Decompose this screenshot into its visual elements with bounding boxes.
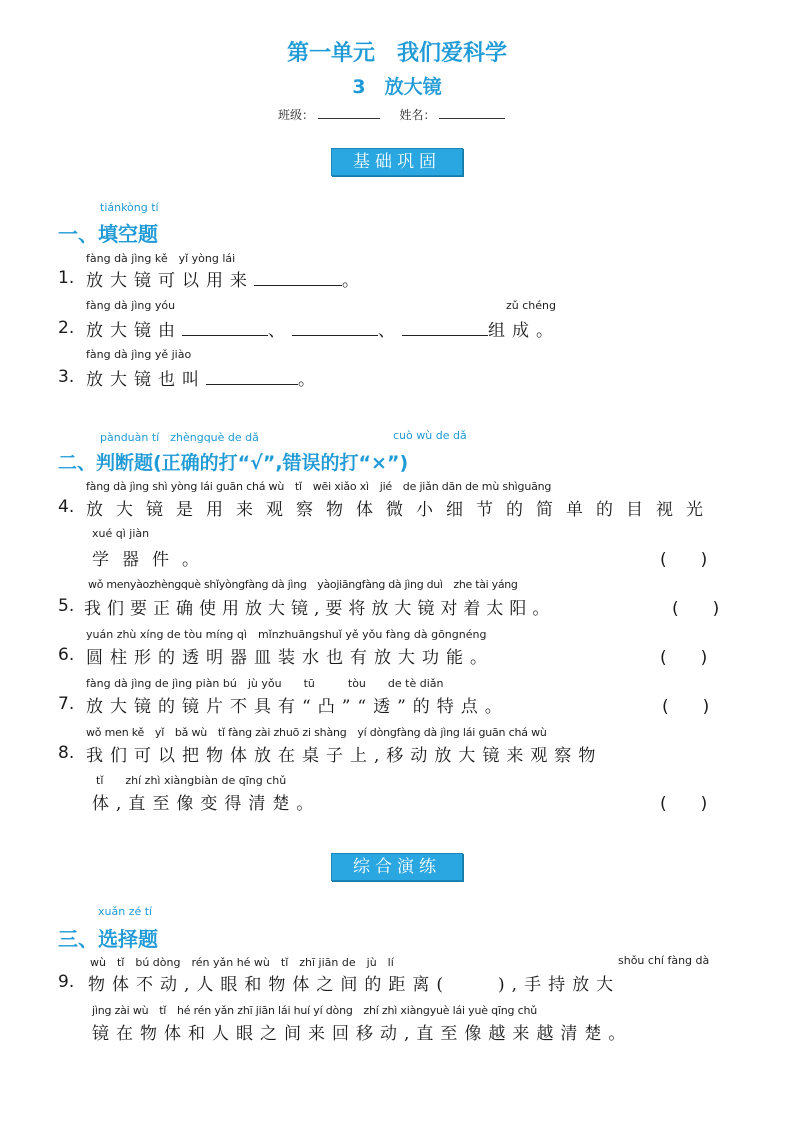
q7-text: 放大镜的镜片不具有“凸”“透”的特点。 (86, 697, 509, 717)
q1-number: 1. (58, 268, 75, 288)
q1-stem: 放大镜可以用来 (86, 271, 254, 291)
q6-number: 6. (58, 645, 75, 665)
q7-pinyin: fàng dà jìng de jìng piàn bú jù yǒu tū tòu de tè diǎn (86, 677, 444, 690)
q9-text: 物体不动,人眼和物体之间的距离( ),手持放大 (88, 975, 621, 995)
q2-blank-3[interactable] (402, 319, 488, 336)
q9-text-2: 镜在物体和人眼之间来回移动,直至像越来越清楚。 (92, 1024, 633, 1044)
q3-end: 。 (298, 370, 322, 390)
q8-answer-paren[interactable]: ( ) (660, 794, 708, 814)
student-info (278, 106, 505, 123)
q5-pinyin: wǒ menyàozhèngquè shǐyòngfàng dà jìng yàojiāngfàng dà jìng duì zhe tài yáng (88, 578, 518, 591)
class-field[interactable] (318, 106, 380, 119)
q2-stem: 放大镜由 (86, 321, 182, 341)
q2-sep-1: 、 (268, 321, 292, 341)
q8-text-2: 体,直至像变得清楚。 (92, 794, 321, 814)
lesson-title: 3 放大镜 (352, 76, 442, 98)
q9-number: 9. (58, 972, 75, 992)
q4-number: 4. (58, 497, 75, 517)
q5-answer-paren[interactable]: ( ) (672, 599, 720, 619)
q6-pinyin: yuán zhù xíng de tòu míng qì mǐnzhuāngshuǐ yě yǒu fàng dà gōngnéng (86, 628, 487, 641)
q5-number: 5. (58, 596, 75, 616)
q9-pinyin-2: jìng zài wù tǐ hé rén yǎn zhī jiān lái huí yí dòng zhí zhì xiàngyuè lái yuè qīng chǔ (92, 1004, 538, 1017)
q4-text-2: 学器件。 (92, 550, 212, 570)
q9-pinyin: wù tǐ bú dòng rén yǎn hé wù tǐ zhī jiān de jù lí (90, 956, 394, 969)
q6-answer-paren[interactable]: ( ) (660, 648, 708, 668)
q2-blank-1[interactable] (182, 319, 268, 336)
q2-end: 组成。 (488, 321, 560, 341)
q4-pinyin-2: xué qì jiàn (92, 527, 150, 540)
q3-text (86, 365, 322, 390)
q2-number: 2. (58, 318, 75, 338)
q5-text: 我们要正确使用放大镜,要将放大镜对着太阳。 (84, 599, 556, 619)
q2-text (86, 316, 560, 341)
section2-pinyin-b: cuò wù de dǎ (393, 429, 467, 442)
section2-title: 二、判断题(正确的打“√”,错误的打“×”) (58, 452, 409, 474)
section3-title: 三、选择题 (58, 927, 158, 951)
q3-number: 3. (58, 367, 75, 387)
q3-blank[interactable] (206, 368, 298, 385)
name-field[interactable] (439, 106, 505, 119)
section2-pinyin-a: pànduàn tí zhèngquè de dǎ (100, 431, 259, 444)
q4-pinyin: fàng dà jìng shì yòng lái guān chá wù tǐ wēi xiǎo xì jié de jiǎn dān de mù shìguāng (86, 480, 552, 493)
q9-pinyin-b: shǒu chí fàng dà (618, 954, 710, 967)
q8-text: 我们可以把物体放在桌子上,移动放大镜来观察物 (86, 746, 603, 766)
banner-basic: 基础巩固 (331, 148, 463, 176)
q2-blank-2[interactable] (292, 319, 378, 336)
q7-number: 7. (58, 694, 75, 714)
q6-text: 圆柱形的透明器皿装水也有放大功能。 (86, 648, 494, 668)
section1-title: 一、填空题 (58, 222, 158, 246)
q1-pinyin: fàng dà jìng kě yǐ yòng lái (86, 252, 236, 265)
q2-sep-2: 、 (378, 321, 402, 341)
section1-pinyin: tiánkòng tí (100, 201, 159, 214)
q4-text: 放大镜是用来观察物体微小细节的简单的目视光 (86, 500, 716, 520)
q8-pinyin-2: tǐ zhí zhì xiàngbiàn de qīng chǔ (96, 774, 287, 787)
q7-answer-paren[interactable]: ( ) (662, 697, 710, 717)
q1-text (86, 266, 366, 291)
class-label: 班级： (278, 108, 315, 122)
q4-answer-paren[interactable]: ( ) (660, 550, 708, 570)
page-title: 第一单元 我们爱科学 (286, 41, 507, 66)
q1-end: 。 (342, 271, 366, 291)
q3-pinyin: fàng dà jìng yě jiào (86, 348, 192, 361)
q8-number: 8. (58, 743, 75, 763)
q1-blank[interactable] (254, 269, 342, 286)
q2-pinyin: fàng dà jìng yóu (86, 299, 176, 312)
q8-pinyin: wǒ men kě yǐ bǎ wù tǐ fàng zài zhuō zi shàng yí dòngfàng dà jìng lái guān chá wù (86, 726, 547, 739)
q3-stem: 放大镜也叫 (86, 370, 206, 390)
q2-pinyin-b: zǔ chéng (506, 299, 556, 312)
banner-comprehensive: 综合演练 (331, 853, 463, 881)
name-label: 姓名： (399, 108, 436, 122)
section3-pinyin: xuǎn zé tí (98, 905, 153, 918)
